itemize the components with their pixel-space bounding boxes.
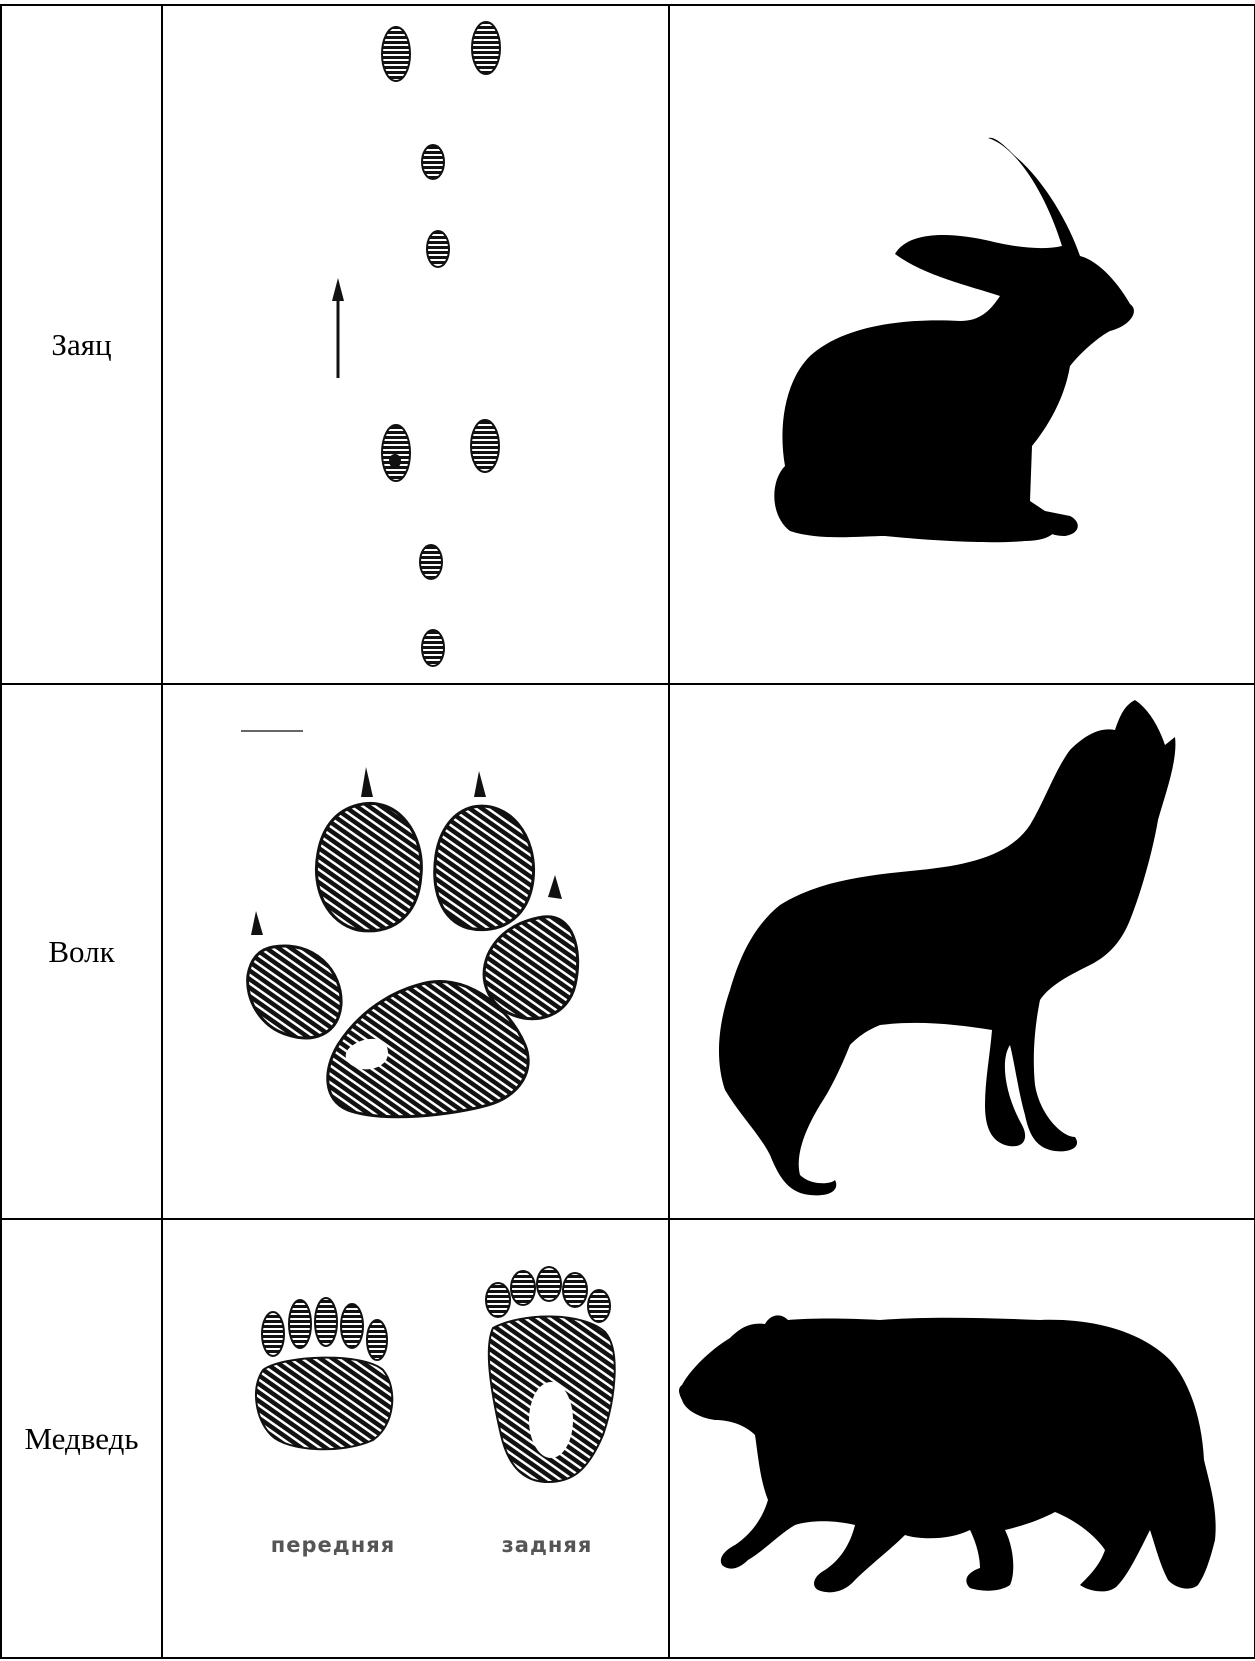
animal-name-bear: Медведь (1, 1219, 162, 1658)
hare-silhouette-icon (670, 6, 1255, 683)
bear-silhouette-cell (669, 1219, 1255, 1658)
wolf-paw-print-icon (163, 685, 669, 1218)
wolf-silhouette-cell (669, 684, 1255, 1219)
front-paw-label: передняя (270, 1533, 396, 1557)
animal-name-wolf: Волк (1, 684, 162, 1219)
bear-silhouette-icon (670, 1220, 1255, 1657)
hare-track-icon (163, 6, 669, 683)
animal-tracks-table (0, 4, 1255, 1659)
table-row-hare (1, 5, 1255, 684)
bear-track-cell (162, 1219, 669, 1658)
table-row-bear (1, 1219, 1255, 1658)
table-row-wolf (1, 684, 1255, 1219)
howling-wolf-silhouette-icon (670, 685, 1255, 1218)
hare-track-cell (162, 5, 669, 684)
animal-name-hare: Заяц (1, 5, 162, 684)
hare-silhouette-cell (669, 5, 1255, 684)
bear-hind-paw-icon (486, 1267, 615, 1482)
wolf-track-cell (162, 684, 669, 1219)
hind-paw-label: задняя (501, 1533, 593, 1557)
bear-front-paw-icon (256, 1298, 392, 1449)
bear-paw-prints-icon (163, 1220, 669, 1657)
